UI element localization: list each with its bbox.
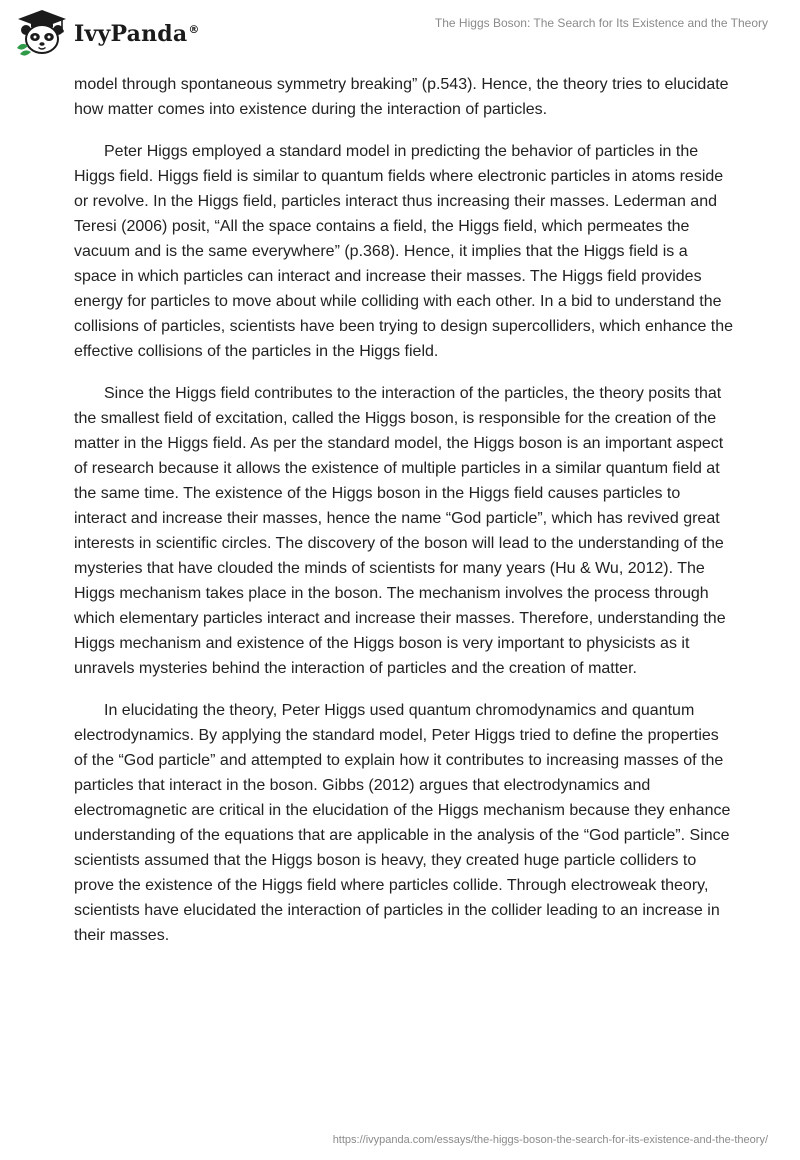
paragraph: Since the Higgs field contributes to the interaction of the particles, the theory posits that the smallest field of excitation, called the Higgs boson, is responsible for the creation of the matter in the Higgs field. As per the standard model, the Higgs boson is an important aspect of research because it allows the existence of multiple particles in a similar quantum field at the same time. The existence of the Higgs boson in the Higgs field causes particles to interact and increase their masses, hence the name “God particle”, which has revived great interests in scientific circles. The discovery of the boson will lead to the understanding of the mysteries that have clouded the minds of scientists for many years (Hu & Wu, 2012). The Higgs mechanism takes place in the boson. The mechanism involves the process through which elementary particles interact and increase their masses. Therefore, understanding the Higgs mechanism and existence of the Higgs boson is very important to physicists as it unravels mysteries behind the interaction of particles and the creation of matter. bbox=[74, 385, 726, 677]
paragraph: In elucidating the theory, Peter Higgs used quantum chromodynamics and quantum electrodynamics. By applying the standard model, Peter Higgs tried to define the properties of the “God particle” and attempted to explain how it contributes to increasing masses of the particles that interact in the boson. Gibbs (2012) argues that electrodynamics and electromagnetic are critical in the elucidation of the Higgs mechanism because they enhance understanding of the equations that are applicable in the analysis of the “God particle”. Since scientists assumed that the Higgs boson is heavy, they created huge particle colliders to prove the existence of the Higgs field where particles collide. Through electroweak theory, scientists have elucidated the interaction of particles in the collider leading to an increase in their masses. bbox=[74, 702, 731, 944]
paragraph: model through spontaneous symmetry breaking” (p.543). Hence, the theory tries to elucidate how matter comes into existence during the interaction of particles. bbox=[74, 76, 729, 118]
document-title: The Higgs Boson: The Search for Its Existence and the Theory bbox=[434, 16, 768, 30]
paragraph: Peter Higgs employed a standard model in predicting the behavior of particles in the Higgs field. Higgs field is similar to quantum fields where electronic particles in atoms reside or revolve. In the Higgs field, particles interact thus increasing their masses. Lederman and Teresi (2006) posit, “All the space contains a field, the Higgs field, which permeates the vacuum and is the same everywhere” (p.368). Hence, it implies that the Higgs field is a space in which particles can interact and increase their masses. The Higgs field provides energy for particles to move about while colliding with each other. In a bid to understand the collisions of particles, scientists have been trying to design supercolliders, which enhance the effective collisions of the particles in the Higgs field. bbox=[74, 143, 734, 360]
logo-text bbox=[74, 21, 200, 47]
source-url-link[interactable]: https://ivypanda.com/essays/the-higgs-boson-the-search-for-its-existence-and-the-theory/ bbox=[332, 1134, 768, 1146]
page-header bbox=[0, 0, 800, 60]
ivypanda-logo[interactable] bbox=[14, 8, 200, 56]
panda-graduate-icon bbox=[14, 8, 70, 56]
essay-body bbox=[74, 72, 734, 965]
registered-mark: ® bbox=[188, 22, 200, 36]
logo-wordmark: IvyPanda bbox=[74, 21, 188, 47]
